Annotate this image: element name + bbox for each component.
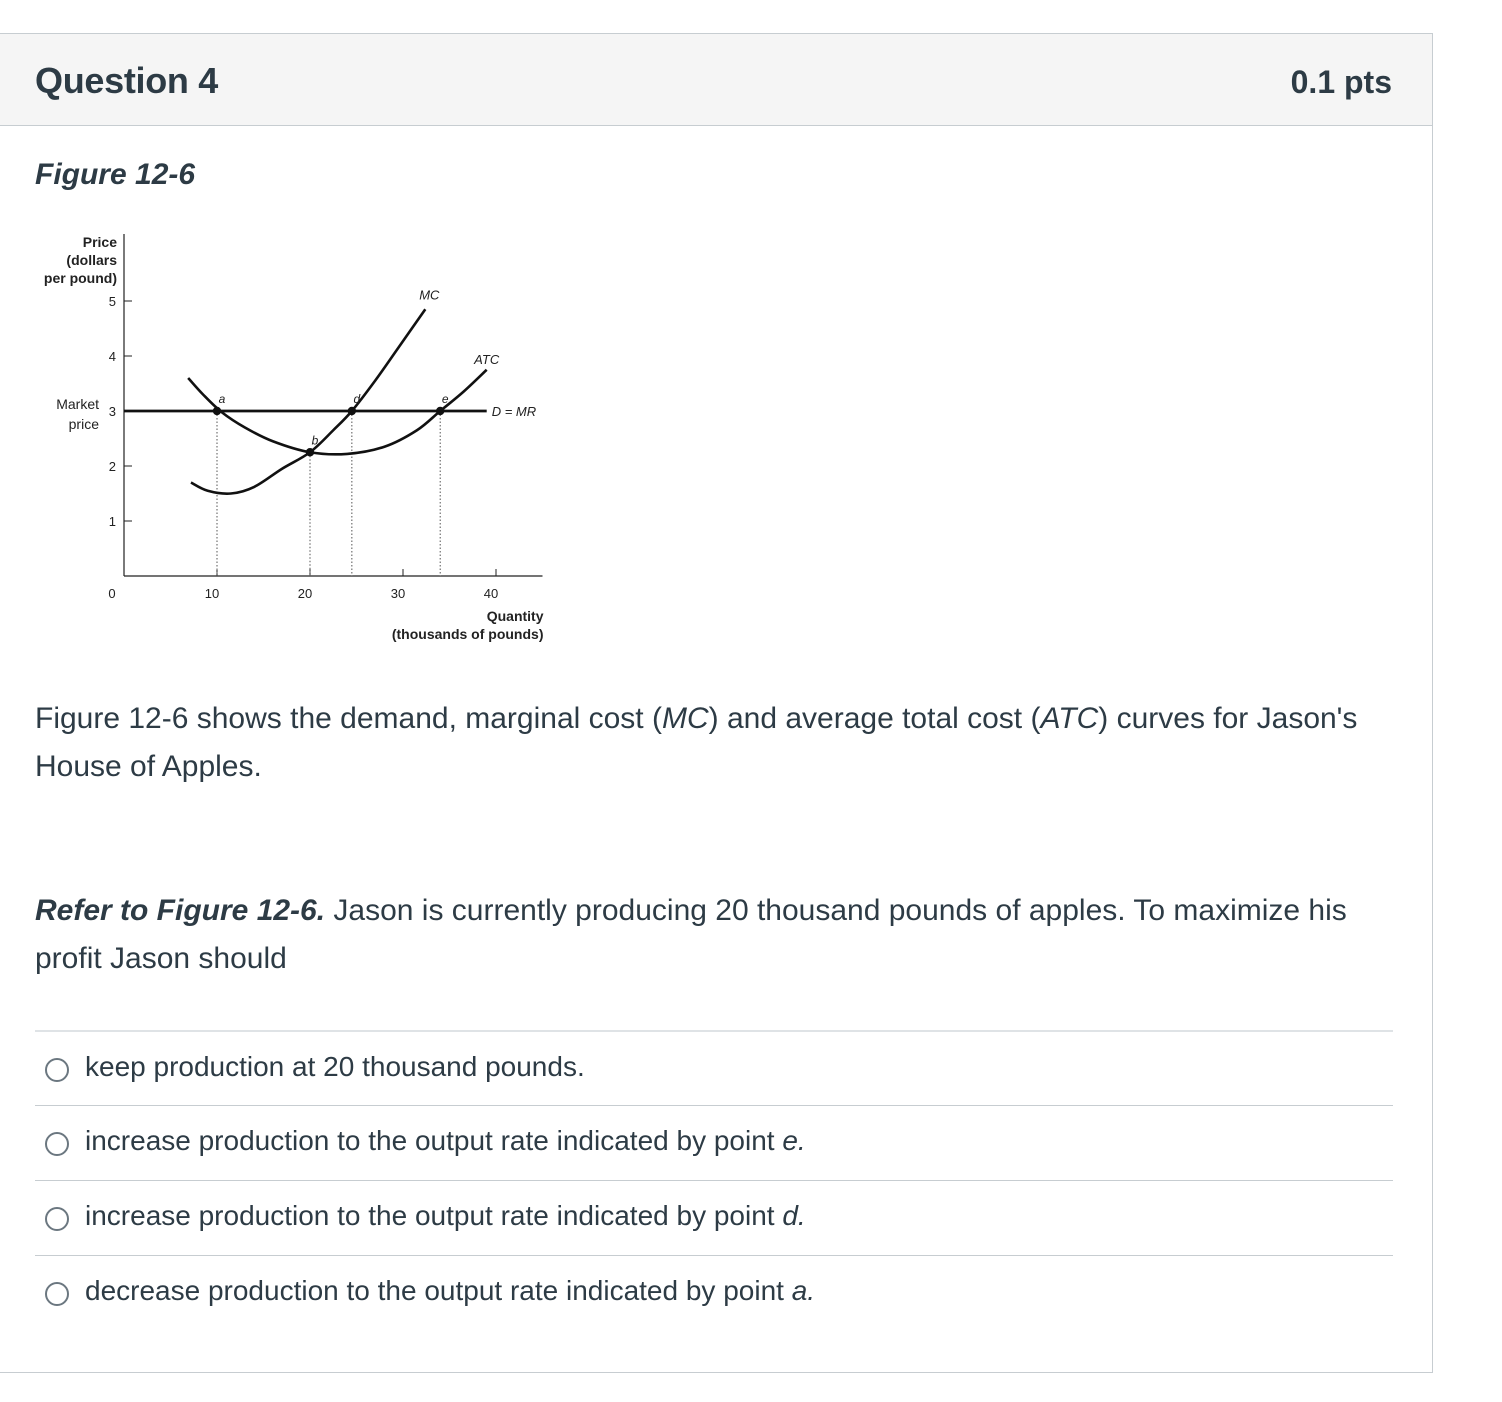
x-tick-label: 20	[297, 586, 313, 601]
atc-curve-label: ATC	[474, 351, 500, 367]
y-tick-label: 4	[108, 349, 116, 364]
point-a-marker	[213, 407, 221, 415]
point-d-marker	[348, 407, 356, 415]
x-axis-label: (thousands of pounds)	[391, 626, 544, 642]
question-title: Question 4	[35, 60, 219, 101]
answer-option-2[interactable]	[35, 1105, 1393, 1180]
answer-label: keep production at 20 thousand pounds.	[85, 1051, 585, 1082]
point-d-label: d	[353, 392, 361, 406]
answer-label: increase production to the output rate indicated by point e.	[85, 1125, 806, 1156]
x-origin-label: 0	[108, 586, 116, 601]
radio-button[interactable]	[45, 1058, 69, 1082]
figure-caption: Figure 12-6	[35, 158, 196, 191]
point-b-marker	[306, 448, 314, 456]
y-axis-label: Price	[82, 234, 117, 250]
description-text: Figure 12-6 shows the demand, marginal cost (MC) and average total cost (ATC) curves for Jason's House of Apples.	[35, 702, 1358, 783]
prompt-figure-reference: Refer to Figure 12-6.	[35, 894, 326, 927]
answer-label: decrease production to the output rate indicated by point a.	[85, 1275, 816, 1306]
cost-curves-chart	[30, 228, 570, 658]
question-description	[35, 695, 1405, 791]
y-axis-label: (dollars	[66, 252, 117, 268]
radio-button[interactable]	[45, 1282, 69, 1306]
market-price-label: Market	[56, 396, 99, 412]
prompt-text: Jason is currently producing 20 thousand pounds of apples. To maximize his profit Jason should	[35, 894, 1347, 975]
point-a-label: a	[218, 392, 226, 406]
radio-button[interactable]	[45, 1207, 69, 1231]
y-axis-label: per pound)	[43, 270, 117, 286]
question-points: 0.1 pts	[1290, 64, 1392, 100]
radio-button[interactable]	[45, 1132, 69, 1156]
question-prompt	[35, 887, 1405, 983]
y-tick-label: 5	[108, 294, 116, 309]
x-tick-label: 40	[483, 586, 499, 601]
demand-mr-label: D = MR	[491, 404, 537, 419]
y-tick-label: 3	[108, 404, 116, 419]
answer-list	[35, 1030, 1393, 1330]
answer-option-3[interactable]	[35, 1180, 1393, 1255]
x-axis-label: Quantity	[486, 608, 544, 624]
answer-option-1[interactable]	[35, 1030, 1393, 1105]
market-price-label: price	[68, 416, 99, 432]
x-tick-label: 10	[204, 586, 220, 601]
answer-label: increase production to the output rate indicated by point d.	[85, 1200, 806, 1231]
question-header	[0, 34, 1432, 126]
point-e-marker	[436, 407, 444, 415]
point-b-label: b	[311, 433, 319, 448]
x-tick-label: 30	[390, 586, 406, 601]
y-tick-label: 2	[108, 459, 116, 474]
series-mc-line	[191, 309, 425, 493]
y-tick-label: 1	[108, 514, 116, 529]
mc-curve-label: MC	[419, 287, 440, 303]
answer-option-4[interactable]	[35, 1255, 1393, 1330]
point-e-label: e	[441, 392, 449, 406]
